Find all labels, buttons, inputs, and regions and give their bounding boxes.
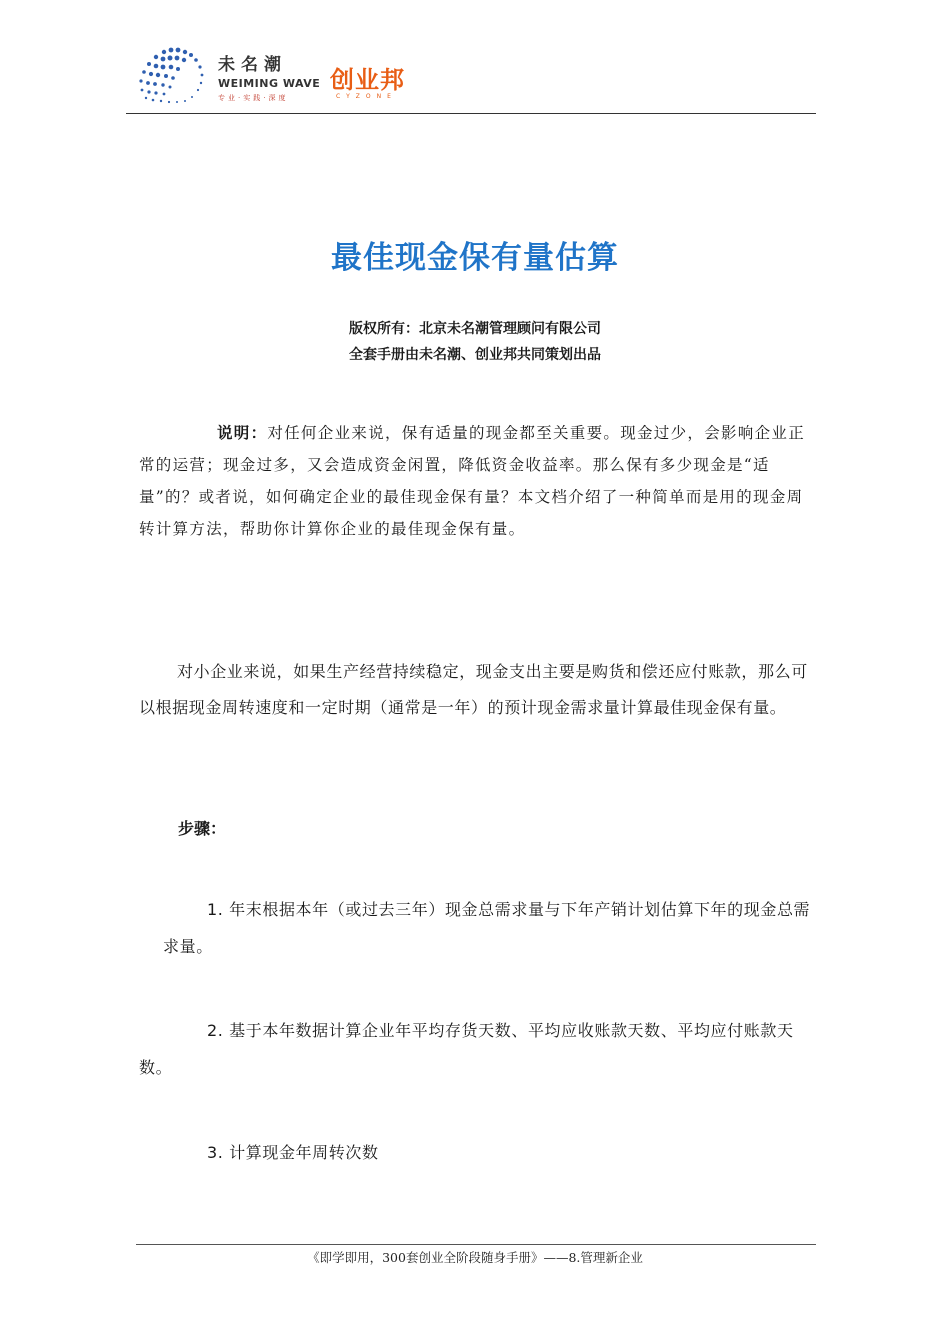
page-footer: 《即学即用，300套创业全阶段随身手册》——8.管理新企业: [307, 1250, 643, 1265]
cyzone-chinese-name: 创业邦: [330, 66, 405, 94]
weiming-wave-wordmark: [218, 50, 320, 103]
intro-label: 说明：: [217, 423, 268, 442]
footer-divider: [136, 1244, 816, 1245]
body-paragraph: 对小企业来说，如果生产经营持续稳定，现金支出主要是购货和偿还应付账款，那么可以根据现金周转速度和一定时期（通常是一年）的预计现金需求量计算最佳现金保有量。: [139, 662, 808, 717]
production-line: 全套手册由未名潮、创业邦共同策划出品: [349, 347, 601, 363]
copyright-line: 版权所有：北京未名潮管理顾问有限公司: [349, 321, 601, 337]
logo-chinese-name: 未名潮: [218, 55, 287, 75]
header-divider: [126, 113, 816, 114]
document-title: 最佳现金保有量估算: [331, 240, 619, 276]
intro-text: 对任何企业来说，保有适量的现金都至关重要。现金过少，会影响企业正常的运营；现金过多，又会造成资金闲置，降低资金收益率。那么保有多少现金是“适量”的？或者说，如何确定企业的最佳现金保有量？本文档介绍了一种简单而是用的现金周转计算方法，帮助你计算你企业的最佳现金保有量。: [139, 424, 806, 538]
page-header: [126, 40, 816, 114]
step-item: 3. 计算现金年周转次数: [207, 1143, 379, 1162]
intro-note: [139, 417, 813, 545]
logo-english-name: WEIMING WAVE: [218, 77, 321, 90]
cyzone-english-name: CYZONE: [336, 93, 397, 100]
cyzone-logo: [330, 60, 405, 100]
logo-slogan: 专业·实践·深度: [218, 94, 289, 102]
steps-heading: 步骤：: [178, 819, 227, 838]
step-item: 1. 年末根据本年（或过去三年）现金总需求量与下年产销计划估算下年的现金总需求量。: [163, 900, 811, 956]
weiming-wave-logo-icon: [134, 44, 210, 106]
step-item: 2. 基于本年数据计算企业年平均存货天数、平均应收账款天数、平均应付账款天数。: [139, 1021, 794, 1077]
